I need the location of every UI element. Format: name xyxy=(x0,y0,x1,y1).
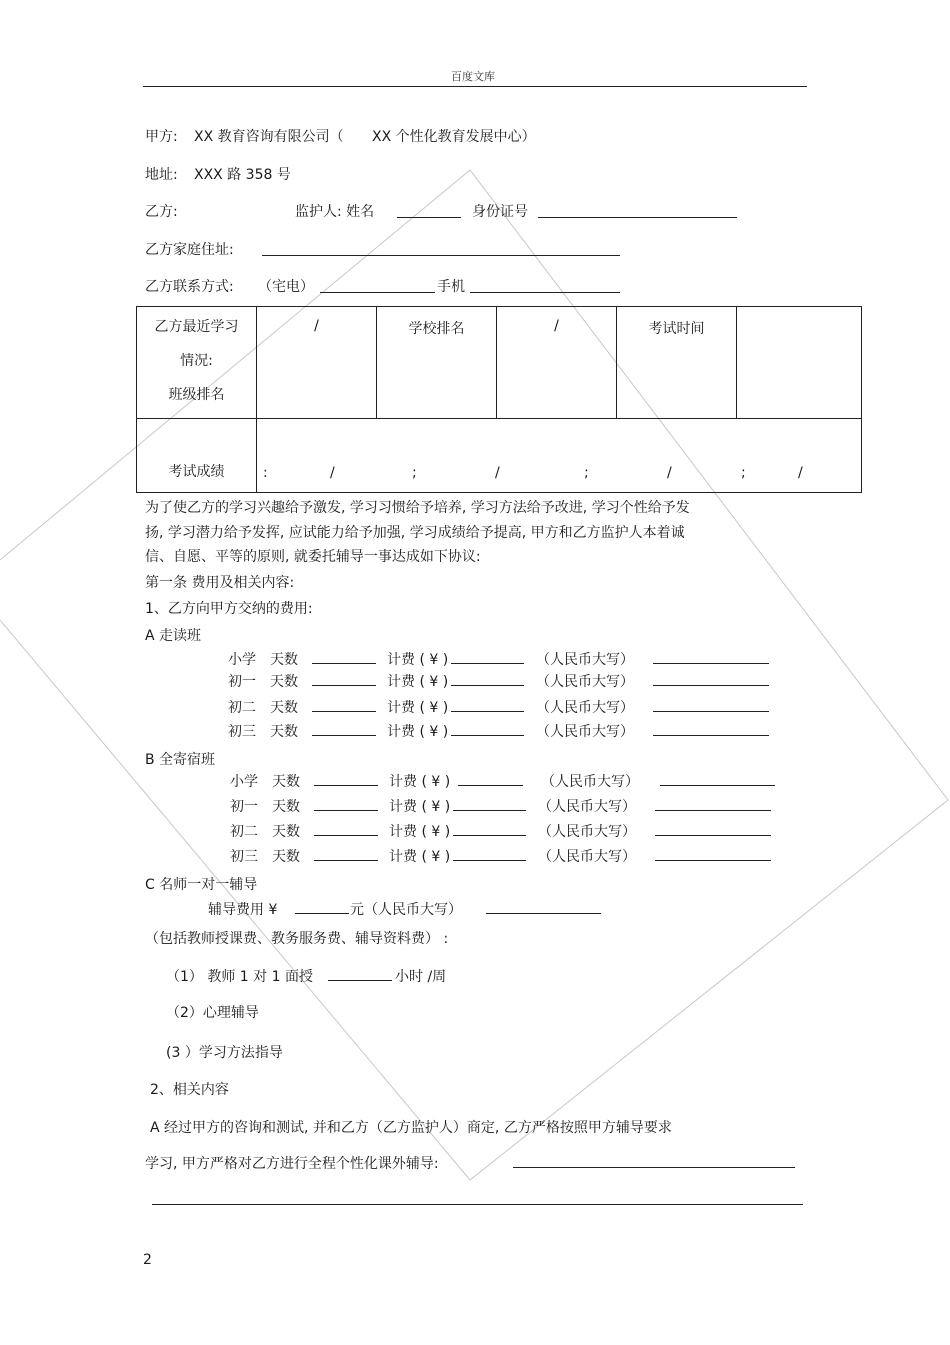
mobile-field[interactable] xyxy=(470,292,620,293)
grade-label: 初三 xyxy=(228,724,256,740)
record-cell-text: / xyxy=(554,318,559,334)
record-cell-text: / xyxy=(314,318,319,334)
mobile-label: 手机 xyxy=(437,279,465,295)
grade-label: 小学 xyxy=(228,652,256,668)
tutoring-rmb-field[interactable] xyxy=(486,899,601,914)
home-address-label: 乙方家庭住址: xyxy=(145,242,234,258)
section-a-title: A 走读班 xyxy=(145,628,202,644)
days-label: 天数 xyxy=(272,774,300,790)
rmb-field[interactable] xyxy=(655,846,771,861)
days-field[interactable] xyxy=(312,649,376,664)
section-c-includes: （包括教师授课费、教务服务费、辅导资料费） : xyxy=(145,931,449,947)
record-cell-text: 学校排名 xyxy=(408,321,465,337)
days-label: 天数 xyxy=(270,700,298,716)
hours-field[interactable] xyxy=(328,966,392,981)
record-cell[interactable] xyxy=(617,307,737,419)
record-header-line: 乙方最近学习 xyxy=(154,319,239,335)
fee-label: 计费 ( ¥ ) xyxy=(389,824,451,840)
grade-label: 初一 xyxy=(230,799,258,815)
grade-label: 初一 xyxy=(228,674,256,690)
record-cell[interactable] xyxy=(377,307,497,419)
score-mark: ; xyxy=(584,465,589,481)
rmb-field[interactable] xyxy=(660,771,775,786)
days-field[interactable] xyxy=(312,671,376,686)
home-phone-label: （宅电） xyxy=(258,279,314,295)
footer-rule xyxy=(152,1204,803,1205)
days-field[interactable] xyxy=(314,846,378,861)
tutoring-fee-label: 辅导费用 ¥ xyxy=(208,902,278,918)
days-label: 天数 xyxy=(270,652,298,668)
party-b-label: 乙方: xyxy=(145,204,178,220)
score-mark: / xyxy=(330,465,335,481)
grade-label: 初二 xyxy=(230,824,258,840)
score-mark: / xyxy=(798,465,803,481)
grade-label: 小学 xyxy=(230,774,258,790)
days-label: 天数 xyxy=(270,674,298,690)
rmb-label: （人民币大写） xyxy=(538,824,636,840)
id-number-field[interactable] xyxy=(538,217,737,218)
score-mark: / xyxy=(495,465,500,481)
clause-a-line1: A 经过甲方的咨询和测试, 并和乙方（乙方监护人）商定, 乙方严格按照甲方辅导要求 xyxy=(150,1120,672,1136)
fee-label: 计费 ( ¥ ) xyxy=(387,652,449,668)
fee-field[interactable] xyxy=(458,771,523,786)
rmb-label: （人民币大写） xyxy=(538,849,636,865)
article1-title: 第一条 费用及相关内容: xyxy=(145,575,295,591)
record-header-line: 情况: xyxy=(180,353,213,369)
days-label: 天数 xyxy=(270,724,298,740)
address-label: 地址: xyxy=(145,167,178,183)
section-c-item-label: （1） 教师 1 对 1 面授 xyxy=(166,969,313,985)
fee-label: 计费 ( ¥ ) xyxy=(387,724,449,740)
header-rule xyxy=(143,86,807,87)
exam-score-label: 考试成绩 xyxy=(168,464,225,480)
header-title: 百度文库 xyxy=(451,70,495,83)
record-cell-text: 考试时间 xyxy=(648,321,705,337)
fee-label: 计费 ( ¥ ) xyxy=(389,849,451,865)
home-address-field[interactable] xyxy=(262,255,620,256)
rmb-field[interactable] xyxy=(653,671,769,686)
score-mark: ; xyxy=(741,465,746,481)
study-record-table xyxy=(136,306,862,493)
score-mark: : xyxy=(263,465,268,481)
page-number: 2 xyxy=(143,1252,152,1268)
days-field[interactable] xyxy=(314,771,378,786)
rmb-field[interactable] xyxy=(653,697,769,712)
section-c-title: C 名师一对一辅导 xyxy=(145,877,258,893)
grade-label: 初三 xyxy=(230,849,258,865)
address-value: XXX 路 358 号 xyxy=(194,167,291,183)
score-mark: / xyxy=(667,465,672,481)
record-cell[interactable] xyxy=(257,307,377,419)
rmb-field[interactable] xyxy=(653,721,769,736)
party-a-center: XX 个性化教育发展中心） xyxy=(372,129,536,145)
section-c-item-3: (3 ）学习方法指导 xyxy=(166,1045,283,1061)
section-c-item-2: （2）心理辅导 xyxy=(166,1005,259,1021)
home-phone-field[interactable] xyxy=(320,292,435,293)
fee-field[interactable] xyxy=(451,721,524,736)
rmb-field[interactable] xyxy=(653,649,769,664)
tutoring-fee-unit: 元（人民币大写） xyxy=(350,902,462,918)
clause-a-field[interactable] xyxy=(513,1167,795,1168)
rmb-field[interactable] xyxy=(655,821,771,836)
fee-label: 计费 ( ¥ ) xyxy=(389,774,451,790)
record-cell[interactable] xyxy=(737,307,862,419)
score-mark: ; xyxy=(412,465,417,481)
id-number-label: 身份证号 xyxy=(472,204,528,220)
fee-field[interactable] xyxy=(451,697,524,712)
fee-label: 计费 ( ¥ ) xyxy=(389,799,451,815)
days-label: 天数 xyxy=(272,824,300,840)
article1-item1: 1、乙方向甲方交纳的费用: xyxy=(145,601,313,617)
record-header-cell xyxy=(137,307,257,419)
exam-score-cell[interactable] xyxy=(257,419,862,493)
rmb-label: （人民币大写） xyxy=(536,724,634,740)
days-field[interactable] xyxy=(312,697,376,712)
contact-label: 乙方联系方式: xyxy=(145,279,234,295)
intro-line: 扬, 学习潜力给予发挥, 应试能力给予加强, 学习成绩给予提高, 甲方和乙方监护人本着诚 xyxy=(145,525,685,541)
fee-label: 计费 ( ¥ ) xyxy=(387,700,449,716)
guardian-name-field[interactable] xyxy=(397,217,461,218)
guardian-name-label: 监护人: 姓名 xyxy=(295,204,375,220)
rmb-label: （人民币大写） xyxy=(541,774,639,790)
party-a-label: 甲方: xyxy=(145,129,178,145)
fee-field[interactable] xyxy=(453,821,526,836)
fee-field[interactable] xyxy=(453,796,526,811)
rmb-field[interactable] xyxy=(655,796,771,811)
intro-line: 信、自愿、平等的原则, 就委托辅导一事达成如下协议: xyxy=(145,549,481,565)
clause-a-line2: 学习, 甲方严格对乙方进行全程个性化课外辅导: xyxy=(145,1156,439,1172)
intro-line: 为了使乙方的学习兴趣给予激发, 学习习惯给予培养, 学习方法给予改进, 学习个性给予发 xyxy=(145,500,690,516)
fee-field[interactable] xyxy=(453,846,526,861)
days-field[interactable] xyxy=(312,721,376,736)
days-field[interactable] xyxy=(314,796,378,811)
fee-label: 计费 ( ¥ ) xyxy=(387,674,449,690)
rmb-label: （人民币大写） xyxy=(536,652,634,668)
rmb-label: （人民币大写） xyxy=(538,799,636,815)
rmb-label: （人民币大写） xyxy=(536,674,634,690)
days-label: 天数 xyxy=(272,849,300,865)
record-header-line: 班级排名 xyxy=(168,387,225,403)
grade-label: 初二 xyxy=(228,700,256,716)
item2-title: 2、相关内容 xyxy=(150,1082,229,1098)
fee-field[interactable] xyxy=(451,671,524,686)
exam-score-header xyxy=(137,419,257,493)
tutoring-fee-field[interactable] xyxy=(295,899,349,914)
hours-unit: 小时 /周 xyxy=(395,969,447,985)
party-a-name: XX 教育咨询有限公司（ xyxy=(194,129,344,145)
section-b-title: B 全寄宿班 xyxy=(145,752,216,768)
days-label: 天数 xyxy=(272,799,300,815)
record-cell[interactable] xyxy=(497,307,617,419)
days-field[interactable] xyxy=(314,821,378,836)
fee-field[interactable] xyxy=(451,649,524,664)
rmb-label: （人民币大写） xyxy=(536,700,634,716)
